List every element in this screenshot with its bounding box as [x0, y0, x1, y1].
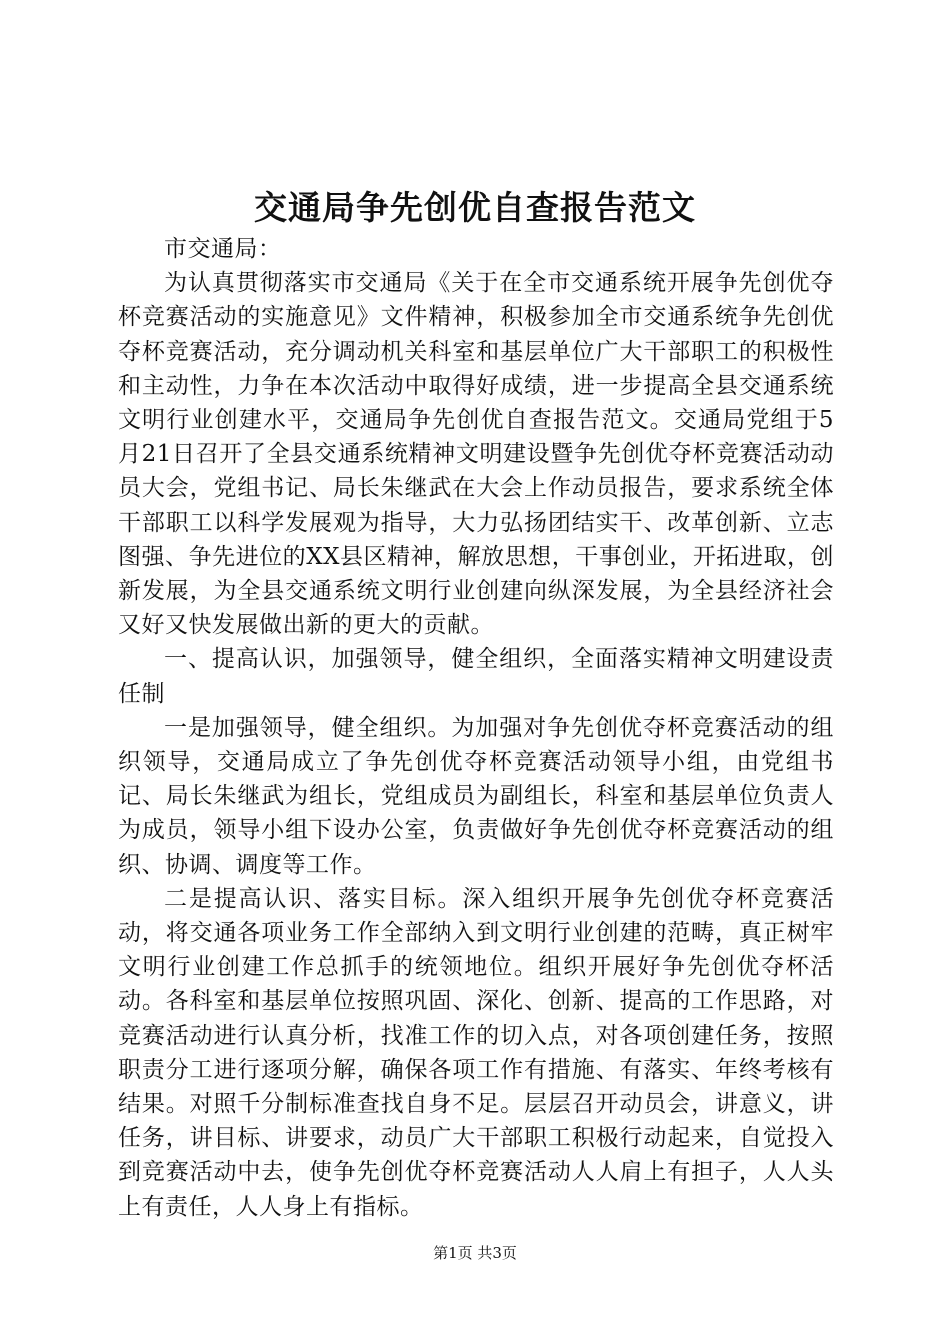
document-title: 交通局争先创优自查报告范文: [254, 188, 696, 227]
document-body: [118, 232, 834, 1224]
paragraph-targets: 二是提高认识、落实目标。深入组织开展争先创优夺杯竞赛活动，将交通各项业务工作全部纳入到文明行业创建的范畴，真正树牢文明行业创建工作总抓手的统领地位。组织开展好争先创优夺杯活动。各科室和基层单位按照巩固、深化、创新、提高的工作思路，对竞赛活动进行认真分析，找准工作的切入点，对各项创建任务，按照职责分工进行逐项分解，确保各项工作有措施、有落实、年终考核有结果。对照千分制标准查找自身不足。层层召开动员会，讲意义，讲任务，讲目标、讲要求，动员广大干部职工积极行动起来，自觉投入到竞赛活动中去，使争先创优夺杯竞赛活动人人肩上有担子，人人头上有责任，人人身上有指标。: [118, 885, 834, 1220]
paragraph-leadership: 一是加强领导，健全组织。为加强对争先创优夺杯竞赛活动的组织领导，交通局成立了争先创优夺杯竞赛活动领导小组，由党组书记、局长朱继武为组长，党组成员为副组长，科室和基层单位负责人为成员，领导小组下设办公室，负责做好争先创优夺杯竞赛活动的组织、协调、调度等工作。: [118, 714, 834, 878]
paragraph-intro: 为认真贯彻落实市交通局《关于在全市交通系统开展争先创优夺杯竞赛活动的实施意见》文件精神，积极参加全市交通系统争先创优夺杯竞赛活动，充分调动机关科室和基层单位广大干部职工的积极性和主动性，力争在本次活动中取得好成绩，进一步提高全县交通系统文明行业创建水平，交通局争先创优自查报告范文。交通局党组于5月21日召开了全县交通系统精神文明建设暨争先创优夺杯竞赛活动动员大会，党组书记、局长朱继武在大会上作动员报告，要求系统全体干部职工以科学发展观为指导，大力弘扬团结实干、改革创新、立志图强、争先进位的XX县区精神，解放思想，干事创业，开拓进取，创新发展，为全县交通系统文明行业创建向纵深发展，为全县经济社会又好又快发展做出新的更大的贡献。: [118, 270, 834, 639]
salutation: 市交通局：: [164, 236, 282, 262]
section-heading: 一、提高认识，加强领导，健全组织，全面落实精神文明建设责任制: [118, 646, 834, 707]
page-number: 第1页 共3页: [433, 1244, 517, 1262]
